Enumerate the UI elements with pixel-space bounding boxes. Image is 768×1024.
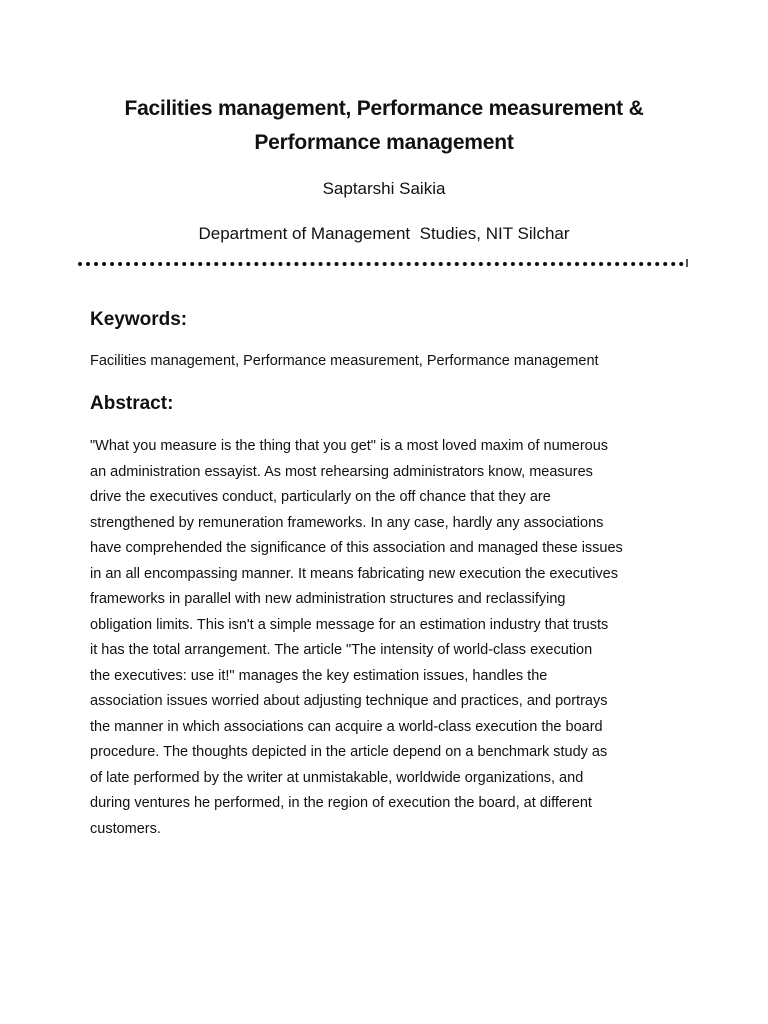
abstract-line: drive the executives conduct, particularly on the off chance that they are: [90, 489, 551, 505]
author-name: Saptarshi Saikia: [322, 179, 446, 198]
keywords-list: Facilities management, Performance measurement, Performance management: [90, 353, 599, 369]
dotted-divider: [78, 262, 684, 266]
author-affiliation: Department of Management Studies, NIT Silchar: [198, 224, 570, 243]
abstract-line: "What you measure is the thing that you get" is a most loved maxim of numerous: [90, 438, 609, 454]
divider-end-mark: [686, 259, 688, 267]
abstract-line: customers.: [90, 820, 161, 837]
abstract-line: frameworks in parallel with new administration structures and reclassifying: [90, 591, 566, 607]
paper-title-line-1: Facilities management, Performance measurement &: [124, 97, 644, 120]
abstract-line: have comprehended the significance of this association and managed these issues: [90, 540, 623, 556]
abstract-line: the manner in which associations can acquire a world-class execution the board: [90, 718, 603, 735]
abstract-line: of late performed by the writer at unmistakable, worldwide organizations, and: [90, 769, 584, 786]
paper-title: [60, 92, 708, 160]
abstract-line: it has the total arrangement. The article "The intensity of world-class execution: [90, 642, 593, 658]
abstract-line: strengthened by remuneration frameworks. In any case, hardly any associations: [90, 514, 604, 531]
abstract-body: [90, 434, 690, 842]
abstract-line: during ventures he performed, in the region of execution the board, at different: [90, 795, 592, 811]
abstract-line: an administration essayist. As most rehearsing administrators know, measures: [90, 463, 593, 480]
abstract-line: obligation limits. This isn't a simple message for an estimation industry that trusts: [90, 616, 609, 633]
abstract-line: association issues worried about adjusting technique and practices, and portrays: [90, 693, 608, 709]
paper-title-line-2: Performance management: [254, 131, 514, 154]
abstract-line: the executives: use it!" manages the key estimation issues, handles the: [90, 667, 548, 684]
keywords-heading: Keywords:: [90, 309, 188, 330]
abstract-line: in an all encompassing manner. It means fabricating new execution the executives: [90, 565, 618, 582]
abstract-heading: Abstract:: [90, 393, 174, 414]
abstract-line: procedure. The thoughts depicted in the article depend on a benchmark study as: [90, 744, 608, 760]
